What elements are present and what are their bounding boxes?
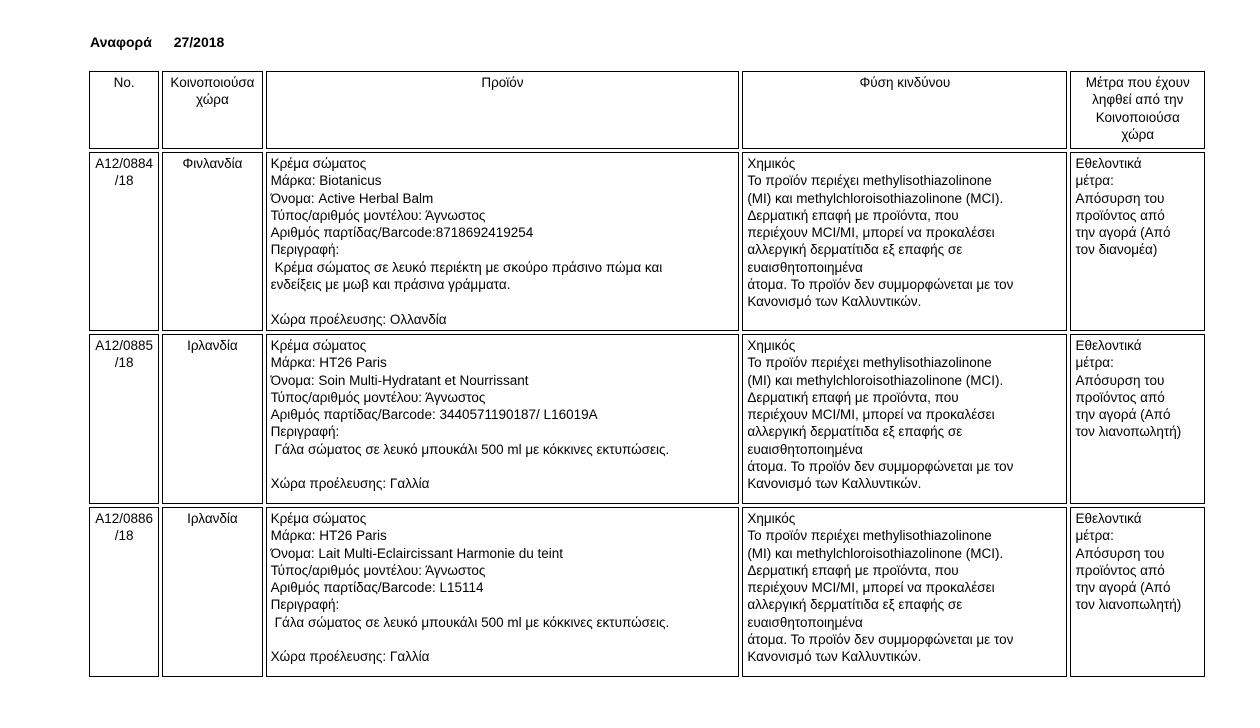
cell-product: Κρέμα σώματος Μάρκα: HT26 Paris Όνομα: Lait Multi-Eclaircissant Harmonie du teint Τύπος/αριθμός μοντέλου: Άγνωστος Αριθμός παρτίδας/Barcode: L15114 Περιγραφή: Γάλα σώματος σε λευκό μπουκάλι 500 ml με κόκκινες εκτυπώσεις. Χώρα προέλευσης: Γαλλία (266, 507, 740, 677)
cell-country: Φινλανδία (162, 152, 262, 331)
cell-hazard: Χημικός Το προϊόν περιέχει methylisothiazolinone (MI) και methylchloroisothiazolinone (MCI). Δερματική επαφή με προϊόντα, που περιέχουν MCI/MI, μπορεί να προκαλέσει αλλεργική δερματίτιδα εξ επαφής σε ευαισθητοποιημένα άτομα. Το προϊόν δεν συμμορφώνεται με τον Κανονισμό των Καλλυντικών. (742, 152, 1067, 331)
table-row (89, 152, 1205, 331)
cell-country: Ιρλανδία (162, 507, 262, 677)
header-measures: Μέτρα που έχουν ληφθεί από την Κοινοποιούσα χώρα (1070, 71, 1205, 149)
header-row (89, 71, 1205, 149)
cell-hazard: Χημικός Το προϊόν περιέχει methylisothiazolinone (MI) και methylchloroisothiazolinone (MCI). Δερματική επαφή με προϊόντα, που περιέχουν MCI/MI, μπορεί να προκαλέσει αλλεργική δερματίτιδα εξ επαφής σε ευαισθητοποιημένα άτομα. Το προϊόν δεν συμμορφώνεται με τον Κανονισμό των Καλλυντικών. (742, 334, 1067, 504)
cell-measures: Εθελοντικά μέτρα: Απόσυρση του προϊόντος από την αγορά (Από τον λιανοπωλητή) (1070, 507, 1205, 677)
table-row (89, 334, 1205, 504)
cell-measures: Εθελοντικά μέτρα: Απόσυρση του προϊόντος από την αγορά (Από τον λιανοπωλητή) (1070, 334, 1205, 504)
cell-hazard: Χημικός Το προϊόν περιέχει methylisothiazolinone (MI) και methylchloroisothiazolinone (MCI). Δερματική επαφή με προϊόντα, που περιέχουν MCI/MI, μπορεί να προκαλέσει αλλεργική δερματίτιδα εξ επαφής σε ευαισθητοποιημένα άτομα. Το προϊόν δεν συμμορφώνεται με τον Κανονισμό των Καλλυντικών. (742, 507, 1067, 677)
report-number: 27/2018 (173, 34, 225, 50)
cell-product: Κρέμα σώματος Μάρκα: HT26 Paris Όνομα: Soin Multi-Hydratant et Nourrissant Τύπος/αριθμός μοντέλου: Άγνωστος Αριθμός παρτίδας/Barcode: 3440571190187/ L16019A Περιγραφή: Γάλα σώματος σε λευκό μπουκάλι 500 ml με κόκκινες εκτυπώσεις. Χώρα προέλευσης: Γαλλία (266, 334, 740, 504)
header-hazard: Φύση κινδύνου (742, 71, 1067, 149)
cell-country: Ιρλανδία (162, 334, 262, 504)
report-label: Αναφορά (90, 34, 152, 50)
report-table (86, 68, 1208, 680)
header-no: No. (89, 71, 159, 149)
header-product: Προϊόν (266, 71, 740, 149)
cell-no: A12/0886 /18 (89, 507, 159, 677)
cell-no: A12/0884 /18 (89, 152, 159, 331)
cell-no: A12/0885 /18 (89, 334, 159, 504)
cell-product: Κρέμα σώματος Μάρκα: Biotanicus Όνομα: Active Herbal Balm Τύπος/αριθμός μοντέλου: Άγνωστος Αριθμός παρτίδας/Barcode:8718692419254 Περιγραφή: Κρέμα σώματος σε λευκό περιέκτη με σκούρο πράσινο πώμα και ενδείξεις με μωβ και πράσινα γράμματα. Χώρα προέλευσης: Ολλανδία (266, 152, 740, 331)
header-country: Κοινοποιούσα χώρα (162, 71, 262, 149)
report-title (90, 34, 224, 50)
cell-measures: Εθελοντικά μέτρα: Απόσυρση του προϊόντος από την αγορά (Από τον διανομέα) (1070, 152, 1205, 331)
table-row (89, 507, 1205, 677)
